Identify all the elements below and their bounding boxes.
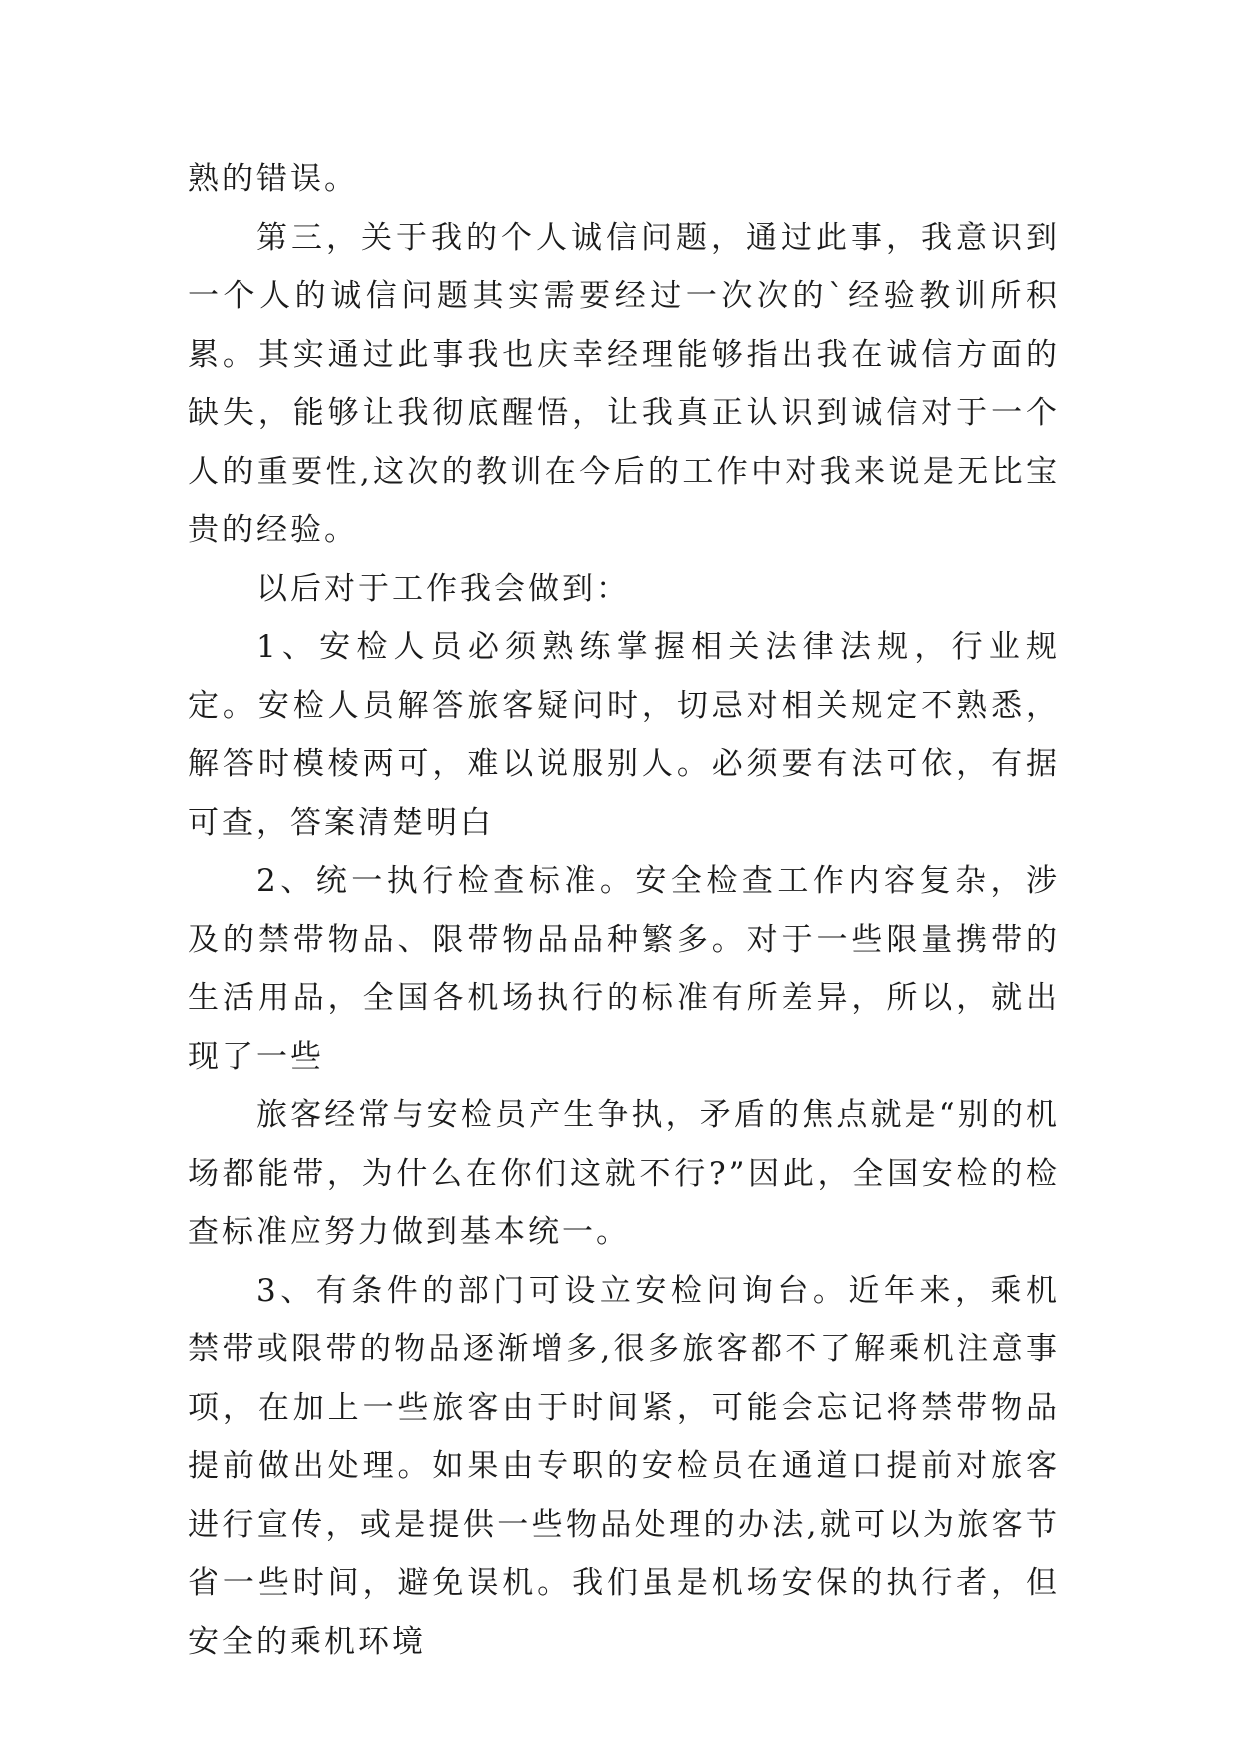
paragraph-6: 旅客经常与安检员产生争执，矛盾的焦点就是“别的机场都能带，为什么在你们这就不行?”因此，全国安检的检查标准应努力做到基本统一。 xyxy=(188,1097,1060,1250)
paragraph-5: 2、统一执行检查标准。安全检查工作内容复杂，涉及的禁带物品、限带物品品种繁多。对于一些限量携带的生活用品，全国各机场执行的标准有所差异，所以，就出现了一些 xyxy=(188,863,1060,1075)
paragraph-1: 熟的错误。 xyxy=(188,161,358,197)
paragraph-4: 1、安检人员必须熟练掌握相关法律法规，行业规定。安检人员解答旅客疑问时，切忌对相关规定不熟悉，解答时模棱两可，难以说服别人。必须要有法可依，有据可查，答案清楚明白 xyxy=(188,629,1060,841)
document-body xyxy=(188,150,1060,1671)
paragraph-7: 3、有条件的部门可设立安检问询台。近年来，乘机禁带或限带的物品逐渐增多,很多旅客都不了解乘机注意事项，在加上一些旅客由于时间紧，可能会忘记将禁带物品提前做出处理。如果由专职的安检员在通道口提前对旅客进行宣传，或是提供一些物品处理的办法,就可以为旅客节省一些时间，避免误机。我们虽是机场安保的执行者，但安全的乘机环境 xyxy=(188,1272,1060,1660)
paragraph-2: 第三，关于我的个人诚信问题，通过此事，我意识到一个人的诚信问题其实需要经过一次次的`经验教训所积累。其实通过此事我也庆幸经理能够指出我在诚信方面的缺失，能够让我彻底醒悟，让我真正认识到诚信对于一个人的重要性,这次的教训在今后的工作中对我来说是无比宝贵的经验。 xyxy=(188,219,1060,548)
paragraph-3: 以后对于工作我会做到： xyxy=(256,570,630,607)
